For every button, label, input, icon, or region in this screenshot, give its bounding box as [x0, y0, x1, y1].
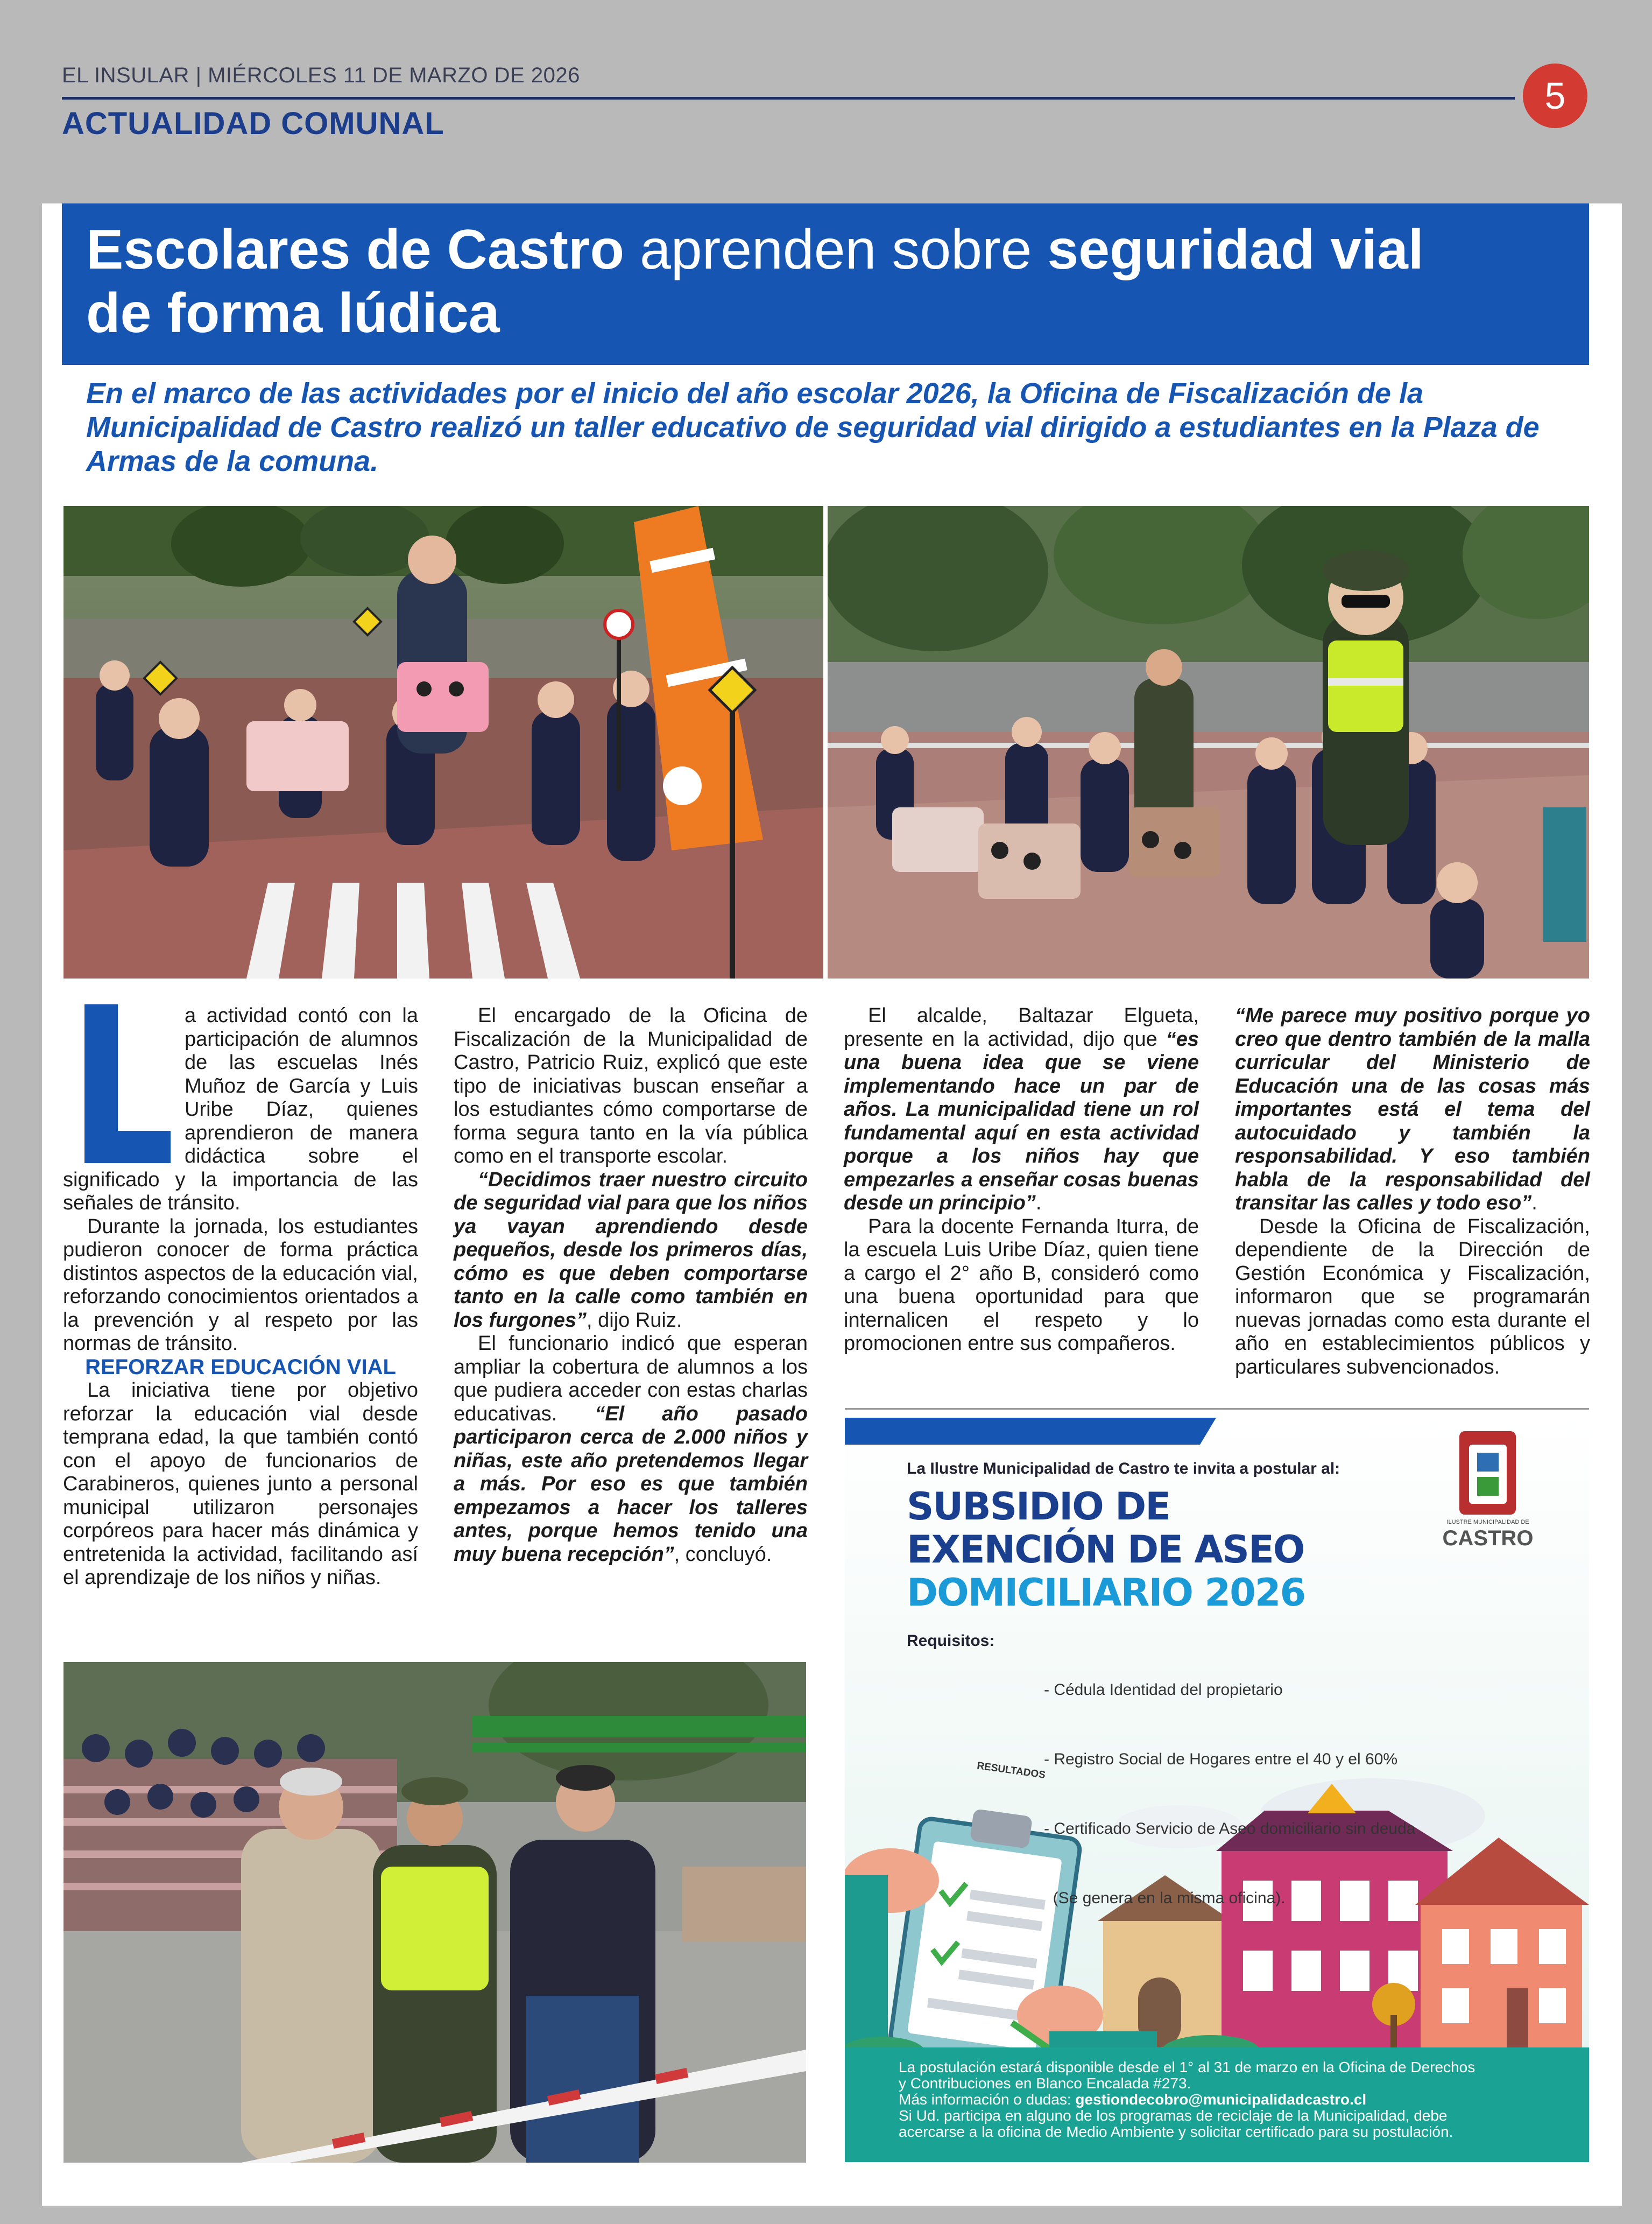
quote-ruiz-2: “El año pasado participaron cerca de 2.000 niños y niñas, este año pretendemos llegar a más. Por eso es que también empezamos a hacer los talleres antes, porque hemos tenido una muy buena recepción”: [454, 1402, 808, 1566]
subheading: REFORZAR EDUCACIÓN VIAL: [85, 1355, 396, 1379]
paragraph-8-quote: [1235, 1004, 1590, 1215]
quote-docente: “Me parece muy positivo porque yo creo que dentro también de la malla curricular del Ministerio de Educación una de las cosas más importantes está el tema del autocuidado y también la responsabilidad. Y eso también habla de la responsabilidad del transitar las calles y todo eso”: [1235, 1004, 1590, 1214]
requirement-item: (Se genera en la misma oficina).: [1044, 1889, 1286, 1907]
ad-footer-email: gestiondecobro@municipalidadcastro.cl: [1075, 2091, 1367, 2108]
requirements-list: [1044, 1632, 1415, 1956]
masthead-line: [62, 64, 580, 88]
ad-footer-line-4: Si Ud. participa en alguno de los programas de reciclaje de la Municipalidad, debe: [899, 2107, 1448, 2124]
requirement-item: - Registro Social de Hogares entre el 40 y el 60%: [1044, 1750, 1398, 1768]
headline-part-2: aprenden sobre: [624, 219, 1048, 281]
ad-title-line-1: SUBSIDIO DE: [907, 1484, 1170, 1529]
paragraph-5: [454, 1169, 808, 1333]
paragraph-8-text: Para la docente Fernanda Iturra, de la escuela Luis Uribe Díaz, quien tiene a cargo el 2° año B, consideró como una buena oportunidad para que internalicen el respeto y lo promocionen entre sus compañeros.: [844, 1215, 1199, 1355]
ad-footer-contact-prefix: Más información o dudas:: [899, 2091, 1076, 2108]
photo-children-crosswalk: [63, 506, 823, 979]
requirement-item: - Certificado Servicio de Aseo domiciliario sin deuda: [1044, 1820, 1416, 1838]
paragraph-3a: [63, 1379, 418, 1590]
ad-title-line-2: EXENCIÓN DE ASEO: [907, 1528, 1304, 1572]
ad-footer-line-5: acercarse a la oficina de Medio Ambiente y solicitar certificado para su postulación.: [899, 2123, 1453, 2140]
photo-authorities: [63, 1662, 806, 2163]
publication-date: MIÉRCOLES 11 DE MARZO DE 2026: [208, 64, 580, 87]
header-rule: [62, 97, 1515, 100]
drop-cap: [63, 1004, 171, 1163]
ad-footer: [899, 2059, 1577, 2140]
page-number-badge: 5: [1523, 64, 1587, 128]
paragraph-9: Desde la Oficina de Fiscalización, dependiente de la Dirección de Gestión Económica y Fiscalización, informaron que se programarán nuevas jornadas como esta durante el año en establecimientos públicos y particulares subvencionados.: [1235, 1215, 1590, 1378]
paragraph-4: El encargado de la Oficina de Fiscalización de la Municipalidad de Castro, Patricio Ruiz, explicó que este tipo de iniciativas buscan enseñar a los estudiantes cómo comportarse de forma segura tanto en la vía pública como en el transporte escolar.: [454, 1004, 808, 1167]
article-column-2: [454, 1004, 808, 1566]
ad-title-line-3: DOMICILIARIO 2026: [907, 1571, 1305, 1615]
paragraph-1: a actividad contó con la participación de alumnos de las escuelas Inés Muñoz de García y Luis Uribe Díaz, quienes aprendieron de manera didáctica sobre el significado y la importancia de las señales de tránsito.: [63, 1004, 418, 1214]
headline-part-1: Escolares de Castro: [86, 219, 625, 281]
ad-footer-line-3: [899, 2092, 1577, 2108]
paragraph-5-tail: , dijo Ruiz.: [587, 1308, 682, 1332]
paragraph-3-text: La iniciativa tiene por objetivo reforzar la educación vial desde temprana edad, la que también contó con el apoyo de funcionarios de Carabineros, quienes junto a personal municipal utilizaron personajes corpóreos para hacer más dinámica y entretenida la actividad, facilitando así el aprendizaje de los niños y niñas.: [63, 1379, 418, 1589]
quote-alcalde: “es una buena idea que se viene implementando hace un par de años. La municipalidad tiene un rol fundamental aquí en esta actividad porque a los niños hay que empezarles a enseñar cosas buenas desde un principio”: [844, 1027, 1199, 1214]
requirement-item: - Cédula Identidad del propietario: [1044, 1681, 1283, 1699]
ad-separator: [845, 1408, 1589, 1410]
paragraph-6-tail: , concluyó.: [674, 1543, 772, 1566]
paragraph-7: [844, 1004, 1199, 1215]
paragraph-6: [454, 1332, 808, 1566]
paragraph-7-tail: .: [1035, 1192, 1042, 1214]
masthead-separator: |: [195, 64, 208, 87]
clipboard-label: RESULTADOS: [976, 1760, 1046, 1781]
paragraph-7-text: El alcalde, Baltazar Elgueta, presente en la actividad, dijo que: [844, 1004, 1199, 1051]
paragraph-6-text: El funcionario indicó que esperan ampliar la cobertura de alumnos a los que pudiera acceder con estas charlas educativas.: [454, 1332, 808, 1425]
ad-invite: La Ilustre Municipalidad de Castro te invita a postular al:: [907, 1460, 1340, 1477]
requirements-label: Requisitos:: [907, 1632, 995, 1650]
subsidy-advertisement: [845, 1418, 1589, 2162]
lead-paragraph: En el marco de las actividades por el inicio del año escolar 2026, la Oficina de Fiscalización de la Municipalidad de Castro realizó un taller educativo de seguridad vial dirigido a estudiantes en la Plaza de Armas de la comuna.: [86, 377, 1540, 477]
ad-footer-line-2: y Contribuciones en Blanco Encalada #273.: [899, 2075, 1191, 2092]
article-column-4: [1235, 1004, 1590, 1379]
paragraph-8-tail: .: [1531, 1192, 1537, 1214]
photo-carabinero-mascot: [828, 506, 1589, 979]
headline-part-4: de forma lúdica: [86, 282, 500, 344]
headline-part-3: seguridad vial: [1047, 219, 1424, 281]
paragraph-8: [844, 1215, 1199, 1356]
section-title: ACTUALIDAD COMUNAL: [62, 106, 444, 141]
logo-name: CASTRO: [1442, 1526, 1534, 1550]
publication-name: EL INSULAR: [62, 64, 189, 87]
headline: [86, 218, 1571, 345]
article-column-3: [844, 1004, 1199, 1356]
ad-footer-line-1: La postulación estará disponible desde el 1° al 31 de marzo en la Oficina de Derechos: [899, 2059, 1475, 2075]
quote-ruiz: “Decidimos traer nuestro circuito de seguridad vial para que los niños ya vayan aprendiendo desde pequeños, desde los primeros días, cómo es que deben comportarse tanto en la calle como también en los furgones”: [454, 1168, 808, 1332]
paragraph-2: Durante la jornada, los estudiantes pudieron conocer de forma práctica distintos aspectos de la educación vial, reforzando conocimientos orientados a la prevención y al respeto por las normas de tránsito.: [63, 1215, 418, 1355]
article-column-1: [63, 1004, 418, 1590]
logo-caption: ILUSTRE MUNICIPALIDAD DE: [1446, 1519, 1529, 1525]
